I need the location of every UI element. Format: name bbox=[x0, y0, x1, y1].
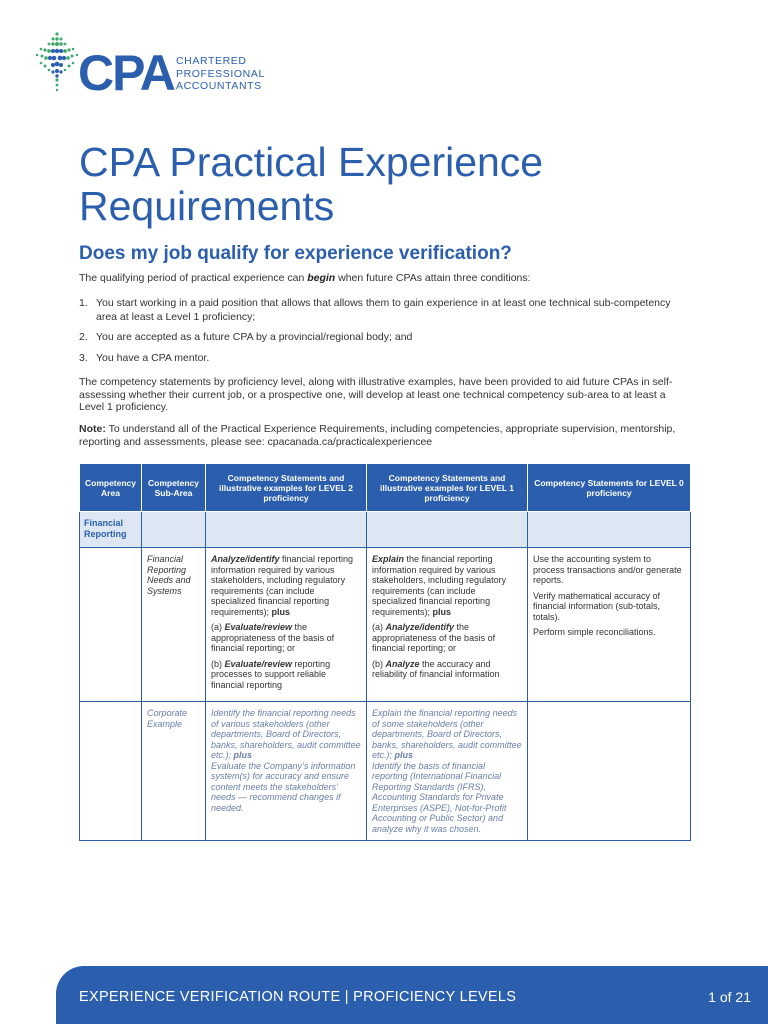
header-level-1: Competency Statements and illustrative examples for LEVEL 1 proficiency bbox=[367, 464, 528, 512]
level-1-example-cell: Explain the financial reporting needs of some stakeholders (other departments, Board of Directors, banks, shareholders, audit committee etc.); plus Identify the basis of financial reporting (International Financial Reporting Standards (IFRS), Accounting Standards for Private Enterprises (ASPE), Not-for-Profit Accounting or Public Sector) and analyze why it was chosen. bbox=[367, 702, 528, 841]
table-header-row bbox=[80, 464, 691, 512]
header-level-0: Competency Statements for LEVEL 0 proficiency bbox=[528, 464, 691, 512]
header-level-2: Competency Statements and illustrative examples for LEVEL 2 proficiency bbox=[206, 464, 367, 512]
page-title: CPA Practical Experience Requirements bbox=[79, 139, 544, 229]
logo-wordmark: CPA bbox=[78, 45, 174, 101]
level-2-cell: Analyze/identify financial reporting information required by various stakeholders, including regulatory requirements (can include specialized financial reporting requirements); plus (a) Evaluate/review the appropriateness of the basis of financial reporting; or (b) Evaluate/review reporting processes to support reliable financial reporting bbox=[206, 548, 367, 702]
header-competency-sub-area: Competency Sub-Area bbox=[142, 464, 206, 512]
empty-cell bbox=[80, 702, 142, 841]
footer-route-label: EXPERIENCE VERIFICATION ROUTE | PROFICIENCY LEVELS bbox=[79, 989, 517, 1005]
body-paragraph: The competency statements by proficiency level, along with illustrative examples, have been provided to aid future CPAs in self-assessing whether their current job, or a prospective one, will develop at least one technical competency sub-area to at least a Level 1 proficiency. bbox=[79, 376, 673, 413]
list-item: 3. You have a CPA mentor. bbox=[79, 351, 210, 364]
intro-text: The qualifying period of practical experience can begin when future CPAs attain three conditions: bbox=[79, 272, 531, 284]
empty-cell bbox=[80, 548, 142, 702]
level-1-cell: Explain the financial reporting information required by various stakeholders, including regulatory requirements (can include specialized financial reporting requirements); plus (a) Analyze/identify the appropriateness of the basis of financial reporting; or (b) Analyze the accuracy and reliability of financial information bbox=[367, 548, 528, 702]
table-row bbox=[80, 702, 691, 841]
section-heading: Does my job qualify for experience verification? bbox=[79, 243, 512, 264]
header-competency-area: Competency Area bbox=[80, 464, 142, 512]
page-number: 1 of 21 bbox=[708, 989, 751, 1005]
competency-table bbox=[79, 463, 691, 841]
cpa-logo bbox=[34, 30, 274, 102]
table-row bbox=[80, 548, 691, 702]
level-2-example-cell: Identify the financial reporting needs of various stakeholders (other departments, Board of Directors, banks, shareholders, audit committee etc.); plus Evaluate the Company’s information system(s) for accuracy and ensure content meets the stakeholders’ needs — recommend changes if needed. bbox=[206, 702, 367, 841]
conditions-list bbox=[79, 297, 689, 372]
page-footer bbox=[56, 966, 768, 1024]
empty-cell bbox=[528, 512, 691, 548]
level-0-cell: Use the accounting system to process transactions and/or generate reports. Verify mathematical accuracy of financial information (sub-totals, totals). Perform simple reconciliations. bbox=[528, 548, 691, 702]
empty-cell bbox=[367, 512, 528, 548]
empty-cell bbox=[528, 702, 691, 841]
list-item: 2. You are accepted as a future CPA by a provincial/regional body; and bbox=[79, 331, 413, 343]
empty-cell bbox=[142, 512, 206, 548]
list-item: 1. You start working in a paid position that allows that allows them to gain experience in at least one technical sub-competency area at least a Level 1 proficiency; bbox=[79, 297, 671, 323]
subarea-cell: Financial Reporting Needs and Systems bbox=[142, 548, 206, 702]
maple-leaf-dots-icon bbox=[34, 30, 80, 92]
competency-area-cell: Financial Reporting bbox=[80, 512, 142, 548]
empty-cell bbox=[206, 512, 367, 548]
subarea-cell: Corporate Example bbox=[142, 702, 206, 841]
logo-subline: CHARTERED PROFESSIONAL ACCOUNTANTS bbox=[176, 55, 265, 92]
table-section-row bbox=[80, 512, 691, 548]
note-paragraph: Note: To understand all of the Practical Experience Requirements, including competencies, appropriate supervision, mentorship, reporting and assessments, please see: cpacanada.ca/practicalexperiencee bbox=[79, 423, 676, 448]
